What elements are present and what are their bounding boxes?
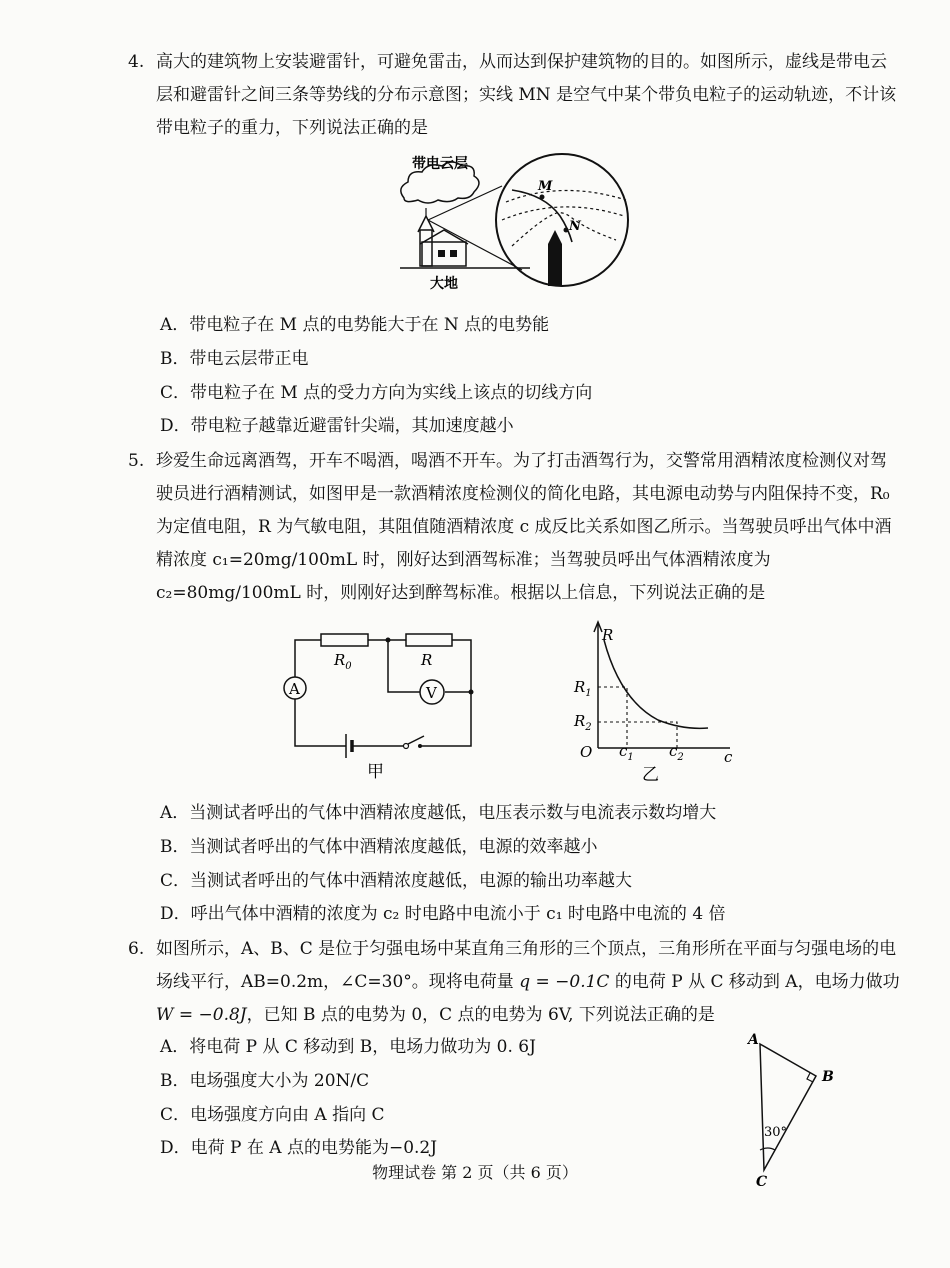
vertex-a-label: A <box>748 1032 759 1048</box>
point-n-label: N <box>569 219 581 234</box>
q6-option-a[interactable]: A．将电荷 P 从 C 移动到 B，电场力做功为 0. 6J <box>160 1037 536 1057</box>
question-4 <box>128 46 900 145</box>
work-expression: W = −0.8J <box>156 1005 247 1025</box>
q4-option-b[interactable]: B．带电云层带正电 <box>160 349 309 369</box>
ammeter-label: A <box>289 680 300 698</box>
point-m-label: M <box>538 179 553 194</box>
y-axis-label: R <box>602 626 614 644</box>
c1-label: $c_1$ <box>619 742 634 763</box>
lightning-rod <box>548 230 562 286</box>
vertex-b-label: B <box>822 1069 834 1085</box>
angle-label: 30° <box>764 1125 788 1140</box>
r1-label: $R_1$ <box>574 678 592 699</box>
resistor-r <box>406 634 452 646</box>
q5-option-d[interactable]: D．呼出气体中酒精的浓度为 c₂ 时电路中电流小于 c₁ 时电路中电流的 4 倍 <box>160 904 726 924</box>
q5-option-b[interactable]: B．当测试者呼出的气体中酒精浓度越低，电源的效率越小 <box>160 837 598 857</box>
switch-icon <box>404 736 425 749</box>
origin-label: O <box>580 743 593 761</box>
question-6 <box>128 933 900 1032</box>
r-label: R <box>421 651 433 669</box>
question-stem: 如图所示，A、B、C 是位于匀强电场中某直角三角形的三个顶点，三角形所在平面与匀强电场的电场线平行，AB=0.2m，∠C=30°。现将电荷量 q = −0.1C 的电荷 P 从 C 移动到 A，电场力做功 W = −0.8J，已知 B 点的电势为 0，C 点的电势为 6V, 下列说法正确的是 <box>156 939 900 1025</box>
question-stem: 珍爱生命远离酒驾，开车不喝酒，喝酒不开车。为了打击酒驾行为，交警常用酒精浓度检测仪对驾驶员进行酒精测试，如图甲是一款酒精浓度检测仪的简化电路，其电源电动势与内阻保持不变，R₀为定值电阻，R 为气敏电阻，其阻值随酒精浓度 c 成反比关系如图乙所示。当驾驶员呼出气体中酒精浓度 c₁=20mg/100mL 时，刚好达到酒驾标准；当驾驶员呼出气体酒精浓度为 c₂=80mg/100mL 时，则刚好达到醉驾标准。根据以上信息，下列说法正确的是 <box>156 451 892 603</box>
circuit-diagram <box>278 622 488 782</box>
page-footer: 物理试卷 第 2 页（共 6 页） <box>372 1163 578 1182</box>
q4-option-d[interactable]: D．带电粒子越靠近避雷针尖端，其加速度越小 <box>160 416 514 436</box>
q6-option-b[interactable]: B．电场强度大小为 20N/C <box>160 1071 370 1091</box>
question-number: 6. <box>128 939 145 959</box>
q5-option-c[interactable]: C．当测试者呼出的气体中酒精浓度越低，电源的输出功率越大 <box>160 871 633 891</box>
c2-label: $c_2$ <box>669 742 684 763</box>
vertex-c-label: C <box>756 1174 768 1190</box>
q5-option-a[interactable]: A．当测试者呼出的气体中酒精浓度越低，电压表示数与电流表示数均增大 <box>160 803 717 823</box>
q6-option-c[interactable]: C．电场强度方向由 A 指向 C <box>160 1105 385 1125</box>
q4-option-c[interactable]: C．带电粒子在 M 点的受力方向为实线上该点的切线方向 <box>160 383 593 403</box>
graph-caption: 乙 <box>642 765 659 785</box>
right-triangle <box>760 1044 816 1170</box>
resistor-r0 <box>321 634 368 646</box>
circuit-caption: 甲 <box>367 762 384 782</box>
charge-expression: q = −0.1C <box>519 972 610 992</box>
battery-icon <box>346 734 364 758</box>
voltmeter-label: V <box>426 684 437 702</box>
ground-label: 大地 <box>430 276 458 292</box>
q4-option-a[interactable]: A．带电粒子在 M 点的电势能大于在 N 点的电势能 <box>160 315 550 335</box>
question-stem: 高大的建筑物上安装避雷针，可避免雷击，从而达到保护建筑物的目的。如图所示，虚线是带电云层和避雷针之间三条等势线的分布示意图；实线 MN 是空气中某个带负电粒子的运动轨迹，不计该带电粒子的重力，下列说法正确的是 <box>156 52 897 138</box>
lightning-rod-figure <box>390 150 640 295</box>
question-number: 4. <box>128 52 145 72</box>
r-vs-c-curve <box>604 640 708 728</box>
r2-label: $R_2$ <box>574 712 592 733</box>
resistance-concentration-graph <box>568 618 748 786</box>
question-number: 5. <box>128 451 145 471</box>
question-5 <box>128 445 900 610</box>
r0-label: $R_0$ <box>334 651 352 672</box>
cloud-label: 带电云层 <box>412 156 468 172</box>
q6-option-d[interactable]: D．电荷 P 在 A 点的电势能为−0.2J <box>160 1138 438 1158</box>
x-axis-label: c <box>724 748 733 766</box>
